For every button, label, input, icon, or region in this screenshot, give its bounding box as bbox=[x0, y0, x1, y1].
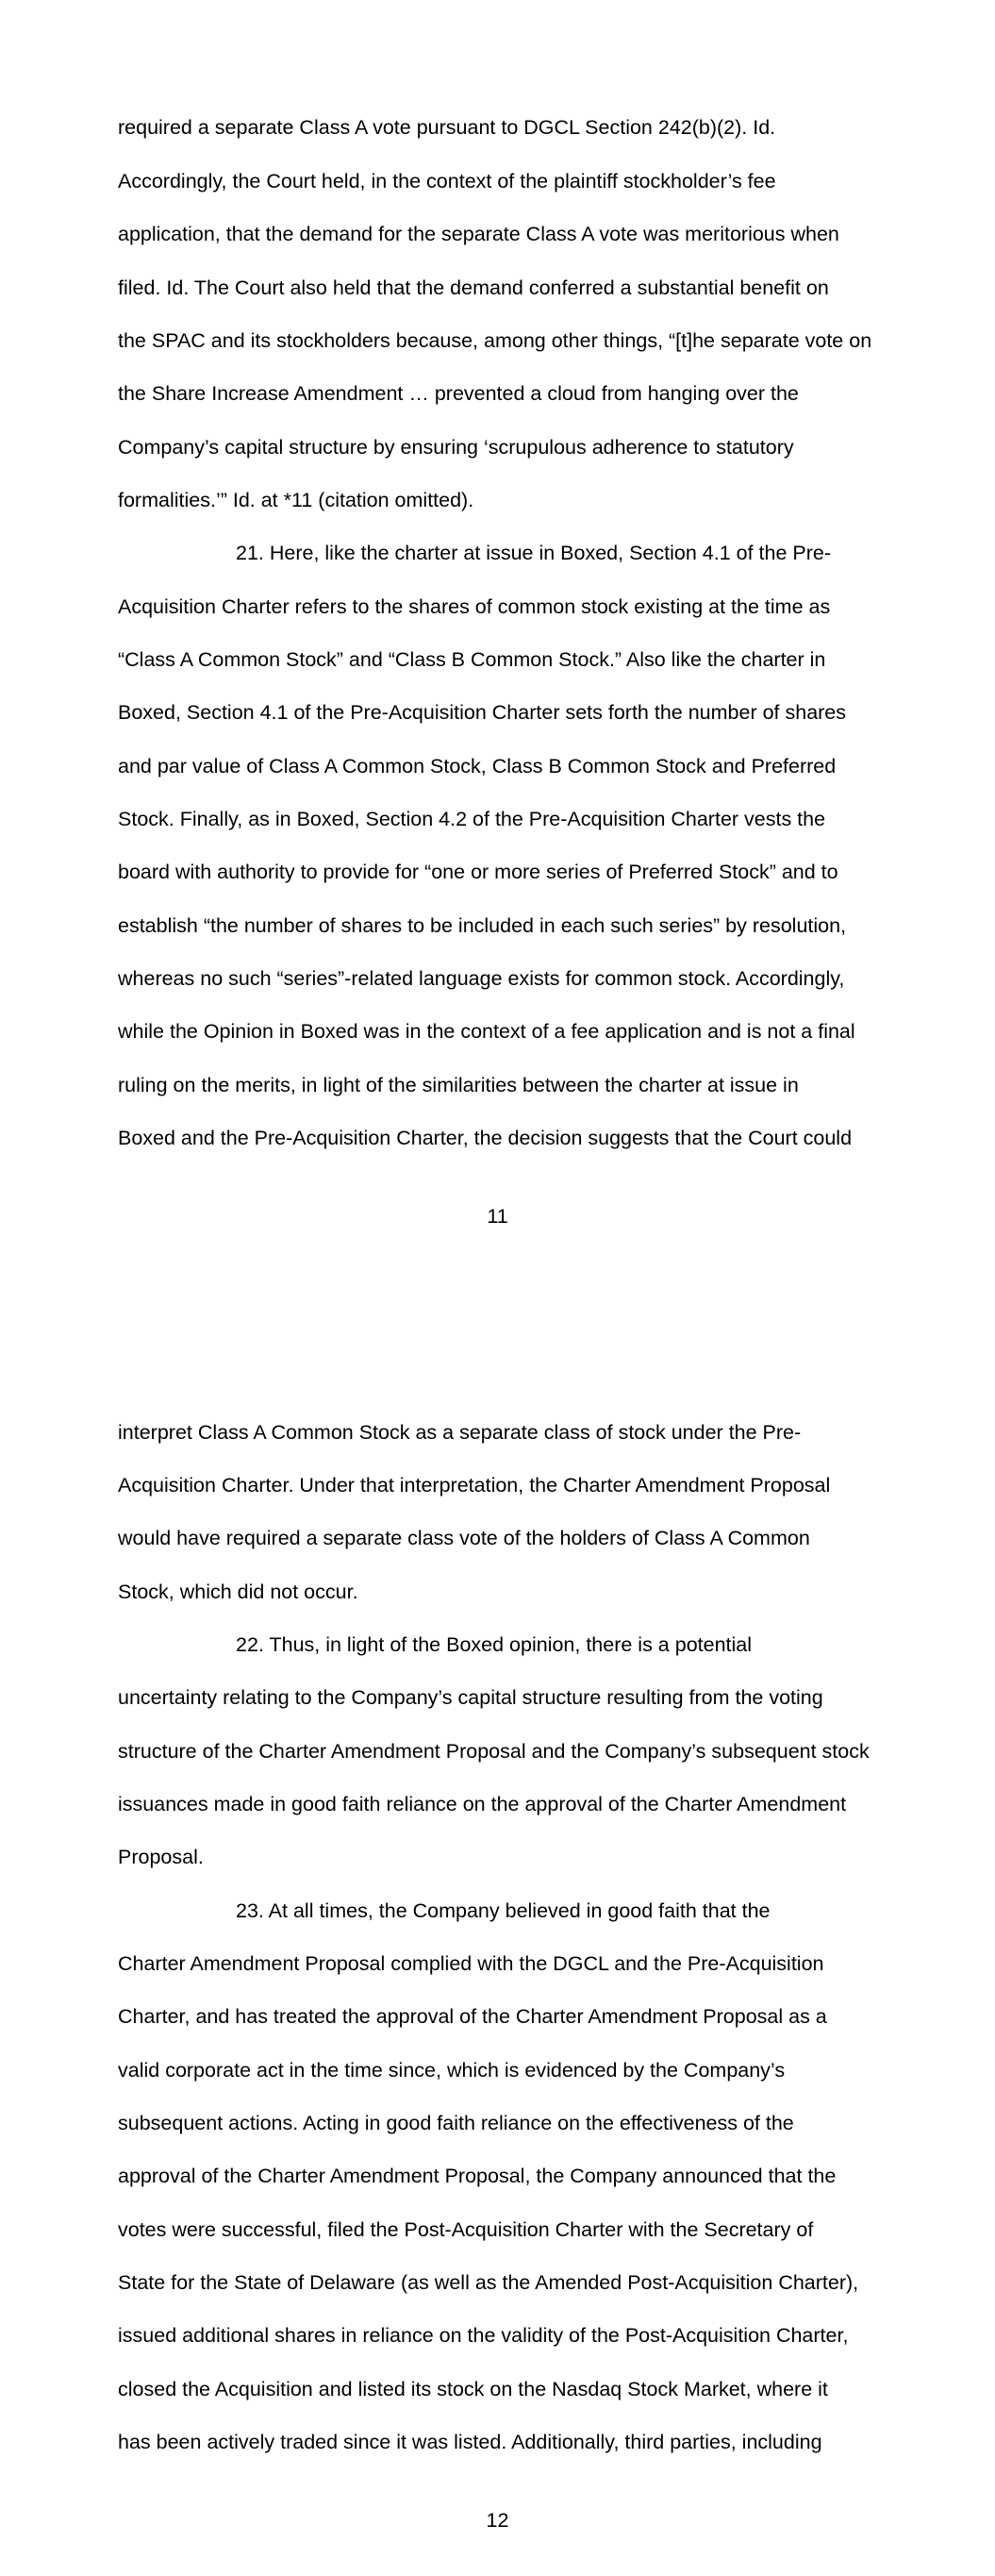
paragraph-22-first-line: 22. Thus, in light of the Boxed opinion, there is a potential bbox=[236, 1633, 753, 1656]
text-line: subsequent actions. Acting in good faith reliance on the effectiveness of the bbox=[118, 2112, 794, 2134]
text-line: required a separate Class A vote pursuant to DGCL Section 242(b)(2). Id. bbox=[118, 116, 776, 139]
text-line: interpret Class A Common Stock as a separate class of stock under the Pre- bbox=[118, 1421, 802, 1444]
text-line: structure of the Charter Amendment Proposal and the Company’s subsequent stock bbox=[118, 1740, 870, 1763]
text-line: filed. Id. The Court also held that the demand conferred a substantial benefit on bbox=[118, 276, 829, 299]
page-number: 12 bbox=[486, 2509, 509, 2532]
text-line: the SPAC and its stockholders because, among other things, “[t]he separate vote on bbox=[118, 329, 872, 352]
text-line: establish “the number of shares to be included in each such series” by resolution, bbox=[118, 914, 847, 937]
text-line: Acquisition Charter. Under that interpretation, the Charter Amendment Proposal bbox=[118, 1474, 831, 1497]
text-line: Stock. Finally, as in Boxed, Section 4.2 of the Pre-Acquisition Charter vests the bbox=[118, 808, 826, 830]
text-line: board with authority to provide for “one or more series of Preferred Stock” and to bbox=[118, 861, 838, 883]
text-line: application, that the demand for the separate Class A vote was meritorious when bbox=[118, 223, 839, 245]
text-line: whereas no such “series”-related language exists for common stock. Accordingly, bbox=[118, 967, 845, 990]
text-line: Proposal. bbox=[118, 1846, 204, 1868]
text-line: approval of the Charter Amendment Proposal, the Company announced that the bbox=[118, 2165, 837, 2187]
text-line: formalities.’” Id. at *11 (citation omitted). bbox=[118, 489, 474, 511]
text-line: Boxed and the Pre-Acquisition Charter, the decision suggests that the Court could bbox=[118, 1127, 853, 1149]
text-line: would have required a separate class vote of the holders of Class A Common bbox=[118, 1527, 810, 1549]
paragraph-23-first-line: 23. At all times, the Company believed in good faith that the bbox=[236, 1899, 771, 1922]
page-number: 11 bbox=[487, 1205, 508, 1228]
text-line: has been actively traded since it was listed. Additionally, third parties, including bbox=[118, 2431, 822, 2453]
text-line: Charter, and has treated the approval of the Charter Amendment Proposal as a bbox=[118, 2005, 827, 2028]
paragraph-21-first-line: 21. Here, like the charter at issue in Boxed, Section 4.1 of the Pre- bbox=[236, 542, 832, 564]
text-line: issued additional shares in reliance on the validity of the Post-Acquisition Charter, bbox=[118, 2324, 849, 2347]
text-line: valid corporate act in the time since, which is evidenced by the Company’s bbox=[118, 2059, 786, 2082]
text-line: State for the State of Delaware (as well as the Amended Post-Acquisition Charter), bbox=[118, 2271, 859, 2294]
text-line: Boxed, Section 4.1 of the Pre-Acquisition Charter sets forth the number of shares bbox=[118, 701, 847, 724]
text-line: ruling on the merits, in light of the similarities between the charter at issue in bbox=[118, 1074, 799, 1096]
text-line: votes were successful, filed the Post-Acquisition Charter with the Secretary of bbox=[118, 2218, 814, 2241]
text-line: Accordingly, the Court held, in the context of the plaintiff stockholder’s fee bbox=[118, 170, 776, 192]
text-line: issuances made in good faith reliance on the approval of the Charter Amendment bbox=[118, 1793, 847, 1815]
text-line: uncertainty relating to the Company’s capital structure resulting from the voting bbox=[118, 1686, 823, 1709]
text-line: closed the Acquisition and listed its stock on the Nasdaq Stock Market, where it bbox=[118, 2378, 828, 2400]
text-line: Charter Amendment Proposal complied with the DGCL and the Pre-Acquisition bbox=[118, 1952, 824, 1975]
text-line: while the Opinion in Boxed was in the context of a fee application and is not a final bbox=[118, 1020, 855, 1043]
document-page-12 bbox=[0, 1288, 995, 2576]
text-line: Stock, which did not occur. bbox=[118, 1581, 358, 1603]
text-line: and par value of Class A Common Stock, Class B Common Stock and Preferred bbox=[118, 755, 837, 778]
text-line: “Class A Common Stock” and “Class B Common Stock.” Also like the charter in bbox=[118, 648, 826, 671]
text-line: Acquisition Charter refers to the shares of common stock existing at the time as bbox=[118, 595, 831, 618]
text-line: the Share Increase Amendment … prevented a cloud from hanging over the bbox=[118, 382, 799, 405]
text-line: Company’s capital structure by ensuring ‘scrupulous adherence to statutory bbox=[118, 436, 794, 459]
